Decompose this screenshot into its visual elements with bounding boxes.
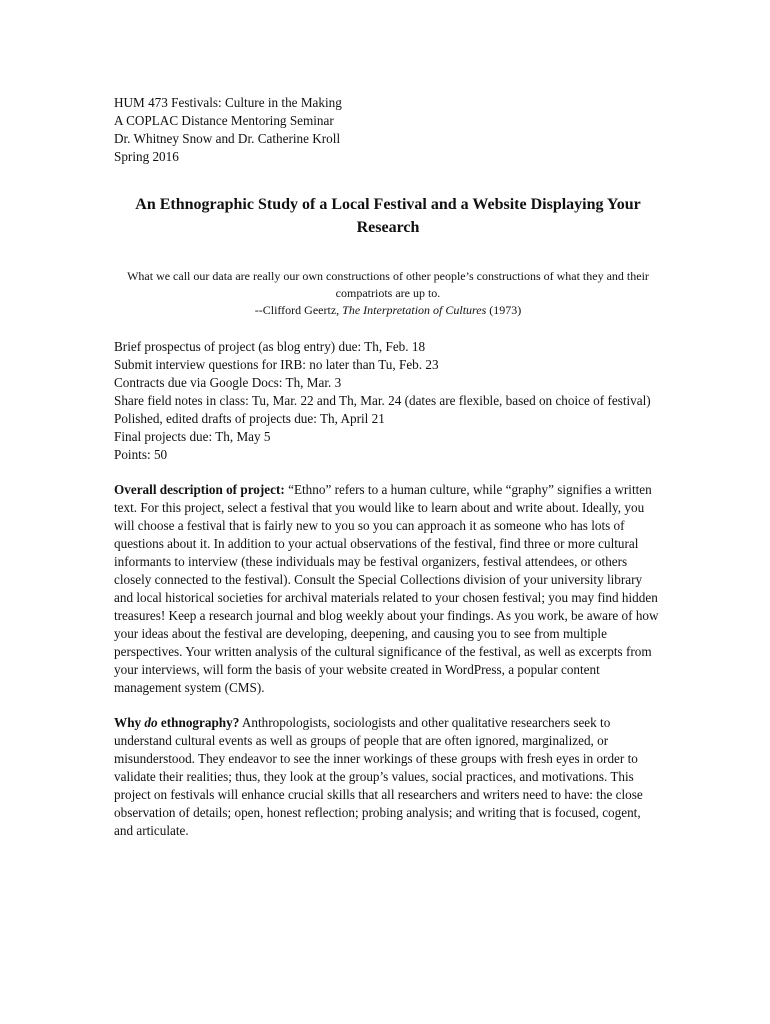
why-ethnography-heading	[114, 715, 239, 730]
due-date-final-projects: Final projects due: Th, May 5	[114, 429, 271, 444]
epigraph-year: (1973)	[486, 303, 522, 317]
document-page	[114, 94, 662, 853]
due-date-prospectus: Brief prospectus of project (as blog entry) due: Th, Feb. 18	[114, 339, 426, 354]
epigraph-citation	[116, 302, 660, 319]
due-dates-list	[114, 338, 662, 464]
epigraph-book-title: The Interpretation of Cultures	[342, 303, 487, 317]
why-heading-start: Why	[114, 715, 145, 730]
seminar-name: A COPLAC Distance Mentoring Seminar	[114, 113, 334, 128]
document-title: An Ethnographic Study of a Local Festival and a Website Displaying Your Research	[135, 196, 641, 236]
overall-description-body: “Ethno” refers to a human culture, while “graphy” signifies a written text. For this project, select a festival that you would like to learn about and write about. Ideally, you will choose a festival that is fairly new to you so you can approach it as someone who has lots of questions about it. In addition to your actual observations of the festival, find three or more cultural informants to interview (these individuals may be festival organizers, festival attendees, or others closely connected to the festival). Consult the Special Collections division of your university library and local historical societies for archival materials related to your chosen festival; you may find hidden treasures! Keep a research journal and blog weekly about your findings. As you work, be aware of how your ideas about the festival are developing, deepening, and causing you to see from multiple perspectives. Your written analysis of the cultural significance of the festival, as well as excerpts from your interviews, will form the basis of your website created in WordPress, a popular content management system (CMS).	[114, 482, 659, 695]
due-date-drafts: Polished, edited drafts of projects due: Th, April 21	[114, 411, 385, 426]
due-date-contracts: Contracts due via Google Docs: Th, Mar. 3	[114, 375, 342, 390]
why-heading-end: ethnography?	[157, 715, 240, 730]
points-value: Points: 50	[114, 447, 168, 462]
due-date-field-notes: Share field notes in class: Tu, Mar. 22 and Th, Mar. 24 (dates are flexible, based on choice of festival)	[114, 393, 651, 408]
overall-description-heading: Overall description of project:	[114, 482, 285, 497]
epigraph-quote: What we call our data are really our own constructions of other people’s constructions of what they and their compatriots are up to.	[127, 269, 649, 300]
course-header	[114, 94, 662, 166]
why-heading-emphasis: do	[144, 715, 158, 730]
why-ethnography-body: Anthropologists, sociologists and other qualitative researchers seek to understand cultural events as well as groups of people that are often ignored, marginalized, or misunderstood. They endeavor to see the inner workings of these groups with fresh eyes in order to validate their realities; thus, they look at the group’s values, social practices, and motivations. This project on festivals will enhance crucial skills that all researchers and writers need to have: the close observation of details; open, honest reflection; probing analysis; and writing that is focused, cogent, and articulate.	[114, 715, 643, 838]
epigraph	[114, 268, 662, 319]
overall-description-paragraph	[114, 481, 662, 697]
course-name: HUM 473 Festivals: Culture in the Making	[114, 95, 342, 110]
instructor-names: Dr. Whitney Snow and Dr. Catherine Kroll	[114, 131, 341, 146]
epigraph-author: --Clifford Geertz,	[254, 303, 343, 317]
why-ethnography-paragraph	[114, 714, 662, 840]
due-date-interview-questions: Submit interview questions for IRB: no later than Tu, Feb. 23	[114, 357, 439, 372]
term: Spring 2016	[114, 149, 179, 164]
